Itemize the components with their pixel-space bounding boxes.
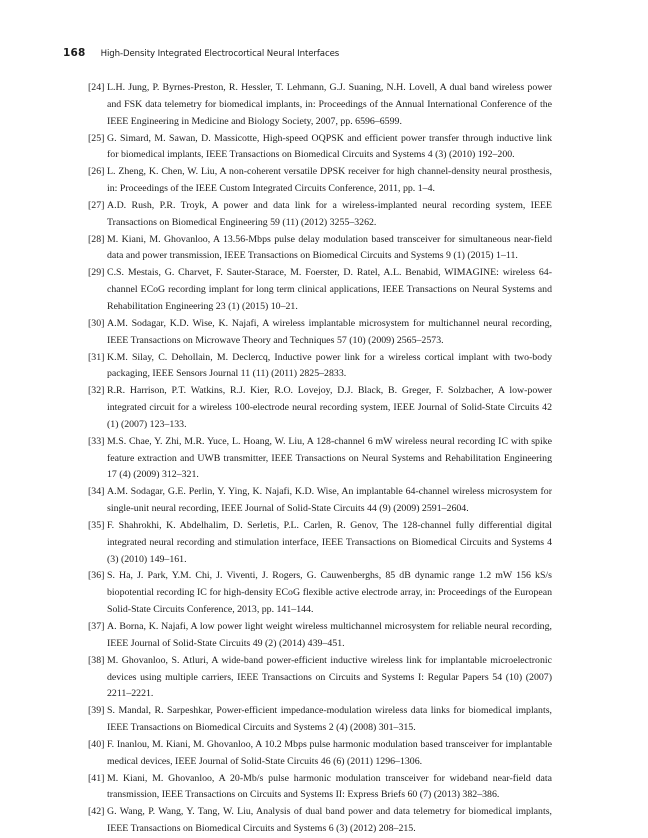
reference-text: G. Simard, M. Sawan, D. Massicotte, High-speed OQPSK and efficient power transfer through inductive link for biomedical implants, IEEE Transactions on Biomedical Circuits and Systems 4 (3) (2010) 192–200. bbox=[107, 132, 552, 161]
reference-text: M. Kiani, M. Ghovanloo, A 13.56-Mbps pulse delay modulation based transceiver for simultaneous near-field data and power transmission, IEEE Transactions on Biomedical Circuits and Systems 9 (1) (2015) 1–11. bbox=[107, 233, 552, 262]
reference-number: [38] bbox=[88, 654, 105, 666]
reference-list bbox=[88, 80, 552, 838]
reference-number: [25] bbox=[88, 132, 105, 144]
reference-number: [34] bbox=[88, 486, 105, 498]
reference-text: M.S. Chae, Y. Zhi, M.R. Yuce, L. Hoang, W. Liu, A 128-channel 6 mW wireless neural recording IC with spike feature extraction and UWB transmitter, IEEE Transactions on Neural Systems and Rehabilitation Engineering 17 (4) (2009) 312–321. bbox=[107, 435, 552, 481]
reference-text: A.D. Rush, P.R. Troyk, A power and data link for a wireless-implanted neural recording system, IEEE Transactions on Biomedical Engineering 59 (11) (2012) 3255–3262. bbox=[107, 199, 552, 228]
reference-text: S. Mandal, R. Sarpeshkar, Power-efficient impedance-modulation wireless data links for biomedical implants, IEEE Transactions on Biomedical Circuits and Systems 2 (4) (2008) 301–315. bbox=[107, 705, 552, 734]
reference-text: G. Wang, P. Wang, Y. Tang, W. Liu, Analysis of dual band power and data telemetry for biomedical implants, IEEE Transactions on Biomedical Circuits and Systems 6 (3) (2012) 208–215. bbox=[107, 806, 552, 835]
reference-text: K.M. Silay, C. Dehollain, M. Declercq, Inductive power link for a wireless cortical implant with two-body packaging, IEEE Sensors Journal 11 (11) (2011) 2825–2833. bbox=[107, 351, 552, 380]
reference-number: [36] bbox=[88, 570, 105, 582]
reference-text: F. Inanlou, M. Kiani, M. Ghovanloo, A 10.2 Mbps pulse harmonic modulation based transceiver for implantable medical devices, IEEE Journal of Solid-State Circuits 46 (6) (2011) 1296–1306. bbox=[107, 738, 552, 767]
reference-number: [40] bbox=[88, 738, 105, 750]
reference-text: S. Ha, J. Park, Y.M. Chi, J. Viventi, J. Rogers, G. Cauwenberghs, 85 dB dynamic range 1.2 mW 156 kS/s biopotential recording IC for high-density ECoG flexible active electrode array, in: Proceedings of the European Solid-State Circuits Conference, 2013, pp. 141–144. bbox=[107, 570, 552, 616]
reference-item bbox=[88, 265, 552, 316]
page-number: 168 bbox=[63, 47, 86, 59]
reference-item bbox=[88, 316, 552, 350]
reference-item bbox=[88, 619, 552, 653]
reference-number: [28] bbox=[88, 233, 105, 245]
reference-number: [39] bbox=[88, 705, 105, 717]
reference-number: [41] bbox=[88, 772, 105, 784]
reference-item bbox=[88, 383, 552, 434]
reference-text: F. Shahrokhi, K. Abdelhalim, D. Serletis, P.L. Carlen, R. Genov, The 128-channel fully differential digital integrated neural recording and stimulation interface, IEEE Transactions on Biomedical Circuits and Systems 4 (3) (2010) 149–161. bbox=[107, 519, 552, 565]
reference-number: [42] bbox=[88, 806, 105, 818]
reference-item bbox=[88, 737, 552, 771]
reference-number: [30] bbox=[88, 317, 105, 329]
reference-number: [29] bbox=[88, 267, 105, 279]
reference-number: [35] bbox=[88, 519, 105, 531]
reference-item bbox=[88, 804, 552, 838]
reference-number: [33] bbox=[88, 435, 105, 447]
reference-text: M. Kiani, M. Ghovanloo, A 20-Mb/s pulse harmonic modulation transceiver for wideband near-field data transmission, IEEE Transactions on Circuits and Systems II: Express Briefs 60 (7) (2013) 382–386. bbox=[107, 772, 552, 801]
reference-item bbox=[88, 232, 552, 266]
reference-text: A.M. Sodagar, K.D. Wise, K. Najafi, A wireless implantable microsystem for multichannel neural recording, IEEE Transactions on Microwave Theory and Techniques 57 (10) (2009) 2565–2573. bbox=[107, 317, 552, 346]
reference-item bbox=[88, 568, 552, 619]
reference-text: A. Borna, K. Najafi, A low power light weight wireless multichannel microsystem for reliable neural recording, IEEE Journal of Solid-State Circuits 49 (2) (2014) 439–451. bbox=[107, 621, 552, 649]
reference-text: L.H. Jung, P. Byrnes-Preston, R. Hessler, T. Lehmann, G.J. Suaning, N.H. Lovell, A dual band wireless power and FSK data telemetry for biomedical implants, in: Proceedings of the Annual International Conference of the IEEE Engineering in Medicine and Biology Society, 2007, pp. 6596–6599. bbox=[107, 82, 552, 127]
reference-number: [32] bbox=[88, 385, 105, 397]
reference-text: R.R. Harrison, P.T. Watkins, R.J. Kier, R.O. Lovejoy, D.J. Black, B. Greger, F. Solzbacher, A low-power integrated circuit for a wireless 100-electrode neural recording system, IEEE Journal of Solid-State Circuits 42 (1) (2007) 123–133. bbox=[107, 385, 552, 430]
reference-item bbox=[88, 80, 552, 131]
reference-item bbox=[88, 350, 552, 384]
reference-text: A.M. Sodagar, G.E. Perlin, Y. Ying, K. Najafi, K.D. Wise, An implantable 64-channel wireless microsystem for single-unit neural recording, IEEE Journal of Solid-State Circuits 44 (9) (2009) 2591–2604. bbox=[107, 486, 552, 515]
reference-text: M. Ghovanloo, S. Atluri, A wide-band power-efficient inductive wireless link for implantable microelectronic devices using multiple carriers, IEEE Transactions on Circuits and Systems I: Regular Papers 54 (10) (2007) 2211–2221. bbox=[107, 654, 552, 700]
running-header bbox=[63, 41, 340, 59]
reference-number: [27] bbox=[88, 199, 105, 211]
reference-text: L. Zheng, K. Chen, W. Liu, A non-coherent versatile DPSK receiver for high channel-density neural prosthesis, in: Proceedings of the IEEE Custom Integrated Circuits Conference, 2011, pp. 1–4. bbox=[107, 166, 552, 195]
reference-item bbox=[88, 434, 552, 485]
reference-number: [37] bbox=[88, 621, 105, 632]
reference-number: [26] bbox=[88, 166, 105, 178]
reference-item bbox=[88, 771, 552, 805]
reference-number: [31] bbox=[88, 351, 105, 363]
reference-item bbox=[88, 131, 552, 165]
reference-item bbox=[88, 484, 552, 518]
reference-item bbox=[88, 198, 552, 232]
reference-number: [24] bbox=[88, 82, 105, 93]
reference-item bbox=[88, 518, 552, 569]
reference-item bbox=[88, 703, 552, 737]
reference-text: C.S. Mestais, G. Charvet, F. Sauter-Starace, M. Foerster, D. Ratel, A.L. Benabid, WIMAGINE: wireless 64-channel ECoG recording implant for long term clinical applications, IEEE Transactions on Neural Systems and Rehabilitation Engineering 23 (1) (2015) 10–21. bbox=[107, 267, 552, 312]
reference-item bbox=[88, 653, 552, 704]
reference-item bbox=[88, 164, 552, 198]
running-title: High-Density Integrated Electrocortical Neural Interfaces bbox=[100, 49, 340, 59]
